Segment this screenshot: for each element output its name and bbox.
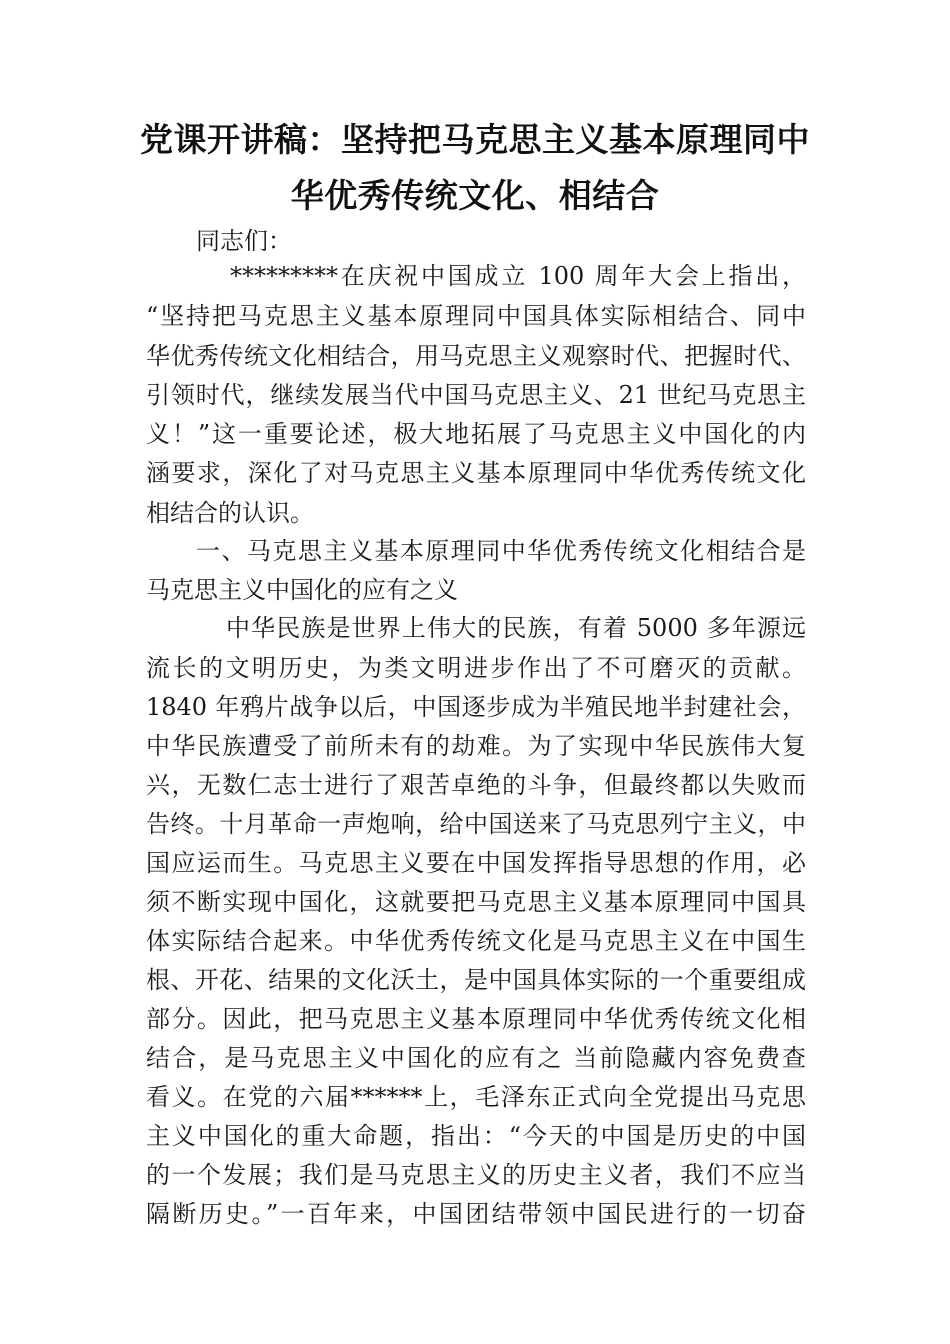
text-line: 相结合的认识。: [146, 499, 314, 527]
text-line: 兴，无数仁志士进行了艰苦卓绝的斗争，但最终都以失败而: [146, 771, 806, 799]
section-heading-line: 马克思主义中国化的应有之义: [146, 576, 458, 604]
text-line: 中华民族遭受了前所未有的劫难。为了实现中华民族伟大复: [146, 732, 806, 760]
document-title: [140, 112, 810, 224]
text-line: 须不断实现中国化，这就要把马克思主义基本原理同中国具: [146, 888, 806, 916]
text-line: 体实际结合起来。中华优秀传统文化是马克思主义在中国生: [146, 927, 806, 955]
text-line: 部分。因此，把马克思主义基本原理同中华优秀传统文化相: [146, 1005, 806, 1033]
text-line: 隔断历史。”一百年来，中国团结带领中国民进行的一切奋: [146, 1200, 806, 1228]
text-line: 根、开花、结果的文化沃土，是中国具体实际的一个重要组成: [146, 966, 806, 994]
text-line: 主义中国化的重大命题，指出：“今天的中国是历史的中国: [146, 1122, 806, 1150]
text-line: 国应运而生。马克思主义要在中国发挥指导思想的作用，必: [146, 849, 806, 877]
text-line: 引领时代，继续发展当代中国马克思主义、21 世纪马克思主: [146, 381, 806, 409]
text-line: 告终。十月革命一声炮响，给中国送来了马克思列宁主义，中: [146, 810, 806, 838]
text-line: 涵要求，深化了对马克思主义基本原理同中华优秀传统文化: [146, 459, 806, 487]
text-line: 看义。在党的六届******上，毛泽东正式向全党提出马克思: [146, 1083, 806, 1111]
section-heading-line: 一、马克思主义基本原理同中华优秀传统文化相结合是: [196, 537, 806, 565]
title-line-2: 华优秀传统文化、相结合: [290, 176, 660, 215]
salutation: 同志们：: [196, 227, 292, 255]
text-line: 中华民族是世界上伟大的民族，有着 5000 多年源远: [226, 614, 806, 642]
text-line: 流长的文明历史，为类文明进步作出了不可磨灭的贡献。: [146, 654, 806, 682]
text-line: 的一个发展；我们是马克思主义的历史主义者，我们不应当: [146, 1161, 806, 1189]
text-line: 华优秀传统文化相结合，用马克思主义观察时代、把握时代、: [146, 342, 806, 370]
text-line: *********在庆祝中国成立 100 周年大会上指出，: [230, 262, 806, 290]
text-line: 义！”这一重要论述，极大地拓展了马克思主义中国化的内: [146, 420, 806, 448]
title-line-1: 党课开讲稿：坚持把马克思主义基本原理同中: [140, 120, 810, 159]
text-line: 1840 年鸦片战争以后，中国逐步成为半殖民地半封建社会，: [146, 693, 806, 721]
text-line: “坚持把马克思主义基本原理同中国具体实际相结合、同中: [146, 302, 806, 330]
text-line: 结合，是马克思主义中国化的应有之 当前隐藏内容免费查: [146, 1044, 806, 1072]
